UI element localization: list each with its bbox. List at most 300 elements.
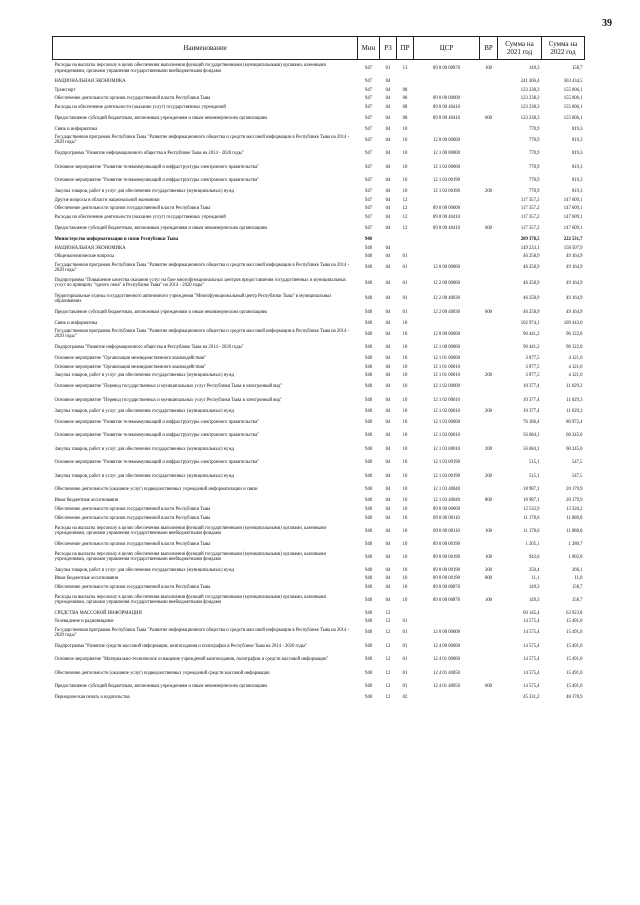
- cell-subsection: 10: [402, 373, 408, 379]
- cell-section: 04: [385, 331, 391, 337]
- cell-target-article: 12 4 01 00000: [433, 657, 460, 663]
- cell-section: 04: [385, 265, 391, 271]
- cell-expense-type: [480, 394, 498, 408]
- cell-expense-type: 200: [484, 373, 493, 379]
- table-row: [53, 640, 585, 654]
- cell-expense-type: 600: [484, 226, 493, 232]
- table-row: [53, 680, 585, 694]
- cell-sum-2022: 4 121,0: [568, 356, 583, 362]
- header-target-article: ЦСР: [414, 37, 480, 60]
- cell-subsection: [397, 609, 414, 618]
- cell-section: 04: [385, 104, 391, 110]
- cell-ministry: 947: [364, 226, 373, 232]
- cell-sum-2021: 76 186,4: [523, 419, 540, 425]
- cell-sum-2021: 11 178,6: [523, 528, 540, 534]
- cell-name: Расходы на выплаты персоналу в целях обеспечения выполнения функций государственными (муниципальными) органами, казенными учреждениями, органами управления государственными внебюджетными фондами: [54, 525, 326, 537]
- cell-target-article: 12 1 03 40040: [433, 487, 460, 493]
- cell-subsection: 10: [402, 384, 408, 390]
- cell-expense-type: [480, 609, 498, 618]
- cell-sum-2021: 90 441,2: [523, 345, 540, 351]
- cell-subsection: 10: [402, 460, 408, 466]
- cell-name: Расходы на выплаты персоналу в целях обеспечения выполнения функций государственными (муниципальными) органами, казенными учреждениями, органами управления государственными внебюджетными фондами: [54, 595, 326, 606]
- cell-section: 04: [385, 584, 391, 590]
- cell-name: Периодическая печать и издательства: [54, 695, 130, 701]
- cell-sum-2021: 770,9: [528, 137, 540, 143]
- cell-sum-2022: 147 609,1: [563, 197, 583, 203]
- cell-target-article: [414, 609, 480, 618]
- cell-subsection: 01: [402, 657, 408, 663]
- cell-expense-type: [480, 694, 498, 703]
- cell-ministry: 948: [364, 254, 373, 260]
- cell-expense-type: 800: [484, 576, 493, 582]
- cell-name: Связь и информатика: [54, 320, 98, 326]
- cell-subsection: 10: [402, 498, 408, 504]
- cell-sum-2021: 3 877,5: [525, 373, 540, 379]
- cell-sum-2021: 11,1: [531, 576, 540, 582]
- cell-section: 04: [385, 296, 391, 302]
- cell-sum-2021: 770,9: [528, 189, 540, 195]
- cell-sum-2021: 18 987,1: [523, 487, 540, 493]
- cell-sum-2021: 149,3: [528, 584, 540, 590]
- cell-target-article: 12 0 00 00000: [433, 630, 460, 636]
- cell-subsection: [397, 235, 414, 244]
- table-row: [53, 618, 585, 627]
- cell-sum-2022: 819,3: [571, 178, 583, 184]
- cell-ministry: 948: [364, 309, 373, 315]
- cell-ministry: 948: [364, 296, 373, 302]
- cell-target-article: [414, 694, 480, 703]
- cell-target-article: [414, 196, 480, 205]
- header-section: РЗ: [380, 37, 397, 60]
- cell-sum-2022: 96 122,8: [566, 331, 583, 337]
- cell-sum-2022: 48 178,9: [566, 695, 583, 701]
- cell-sum-2022: 155 006,1: [563, 104, 583, 110]
- cell-expense-type: 100: [484, 554, 493, 560]
- cell-expense-type: [480, 86, 498, 95]
- cell-sum-2022: 11 029,3: [566, 397, 583, 403]
- cell-target-article: 12 1 03 00000: [433, 419, 460, 425]
- cell-ministry: 948: [364, 684, 373, 690]
- table-row: [53, 416, 585, 430]
- cell-expense-type: [480, 653, 498, 667]
- cell-ministry: 948: [364, 695, 373, 701]
- cell-expense-type: [480, 292, 498, 306]
- cell-expense-type: 100: [484, 528, 493, 534]
- cell-expense-type: [480, 341, 498, 355]
- cell-sum-2021: 46 258,9: [523, 280, 540, 286]
- cell-target-article: 89 0 00 00870: [433, 584, 460, 590]
- cell-sum-2022: 303 434,5: [563, 79, 583, 85]
- cell-name: Подпрограмма "Повышение качества оказания услуг на базе многофункциональных центров предоставления государственных и муниципальных услуг по принципу "одного окна" в Республике Тыва" на 2014 - 2020 годы": [54, 278, 346, 289]
- cell-expense-type: 200: [484, 408, 493, 414]
- cell-subsection: 10: [402, 473, 408, 479]
- cell-sum-2021: 943,6: [528, 554, 540, 560]
- cell-name: Расходы на выплаты персоналу в целях обеспечения выполнения функций государственными (муниципальными) органами, казенными учреждениями, органами управления государственными внебюджетными фондами: [54, 551, 326, 563]
- cell-target-article: 89 0 00 00870: [433, 66, 460, 72]
- cell-target-article: 12 1 00 00000: [433, 345, 460, 351]
- cell-sum-2022: 60 245,0: [566, 433, 583, 439]
- cell-section: 04: [385, 164, 391, 170]
- cell-target-article: 12 0 00 00000: [433, 137, 460, 143]
- cell-sum-2022: 819,3: [571, 164, 583, 170]
- cell-ministry: 948: [364, 446, 373, 452]
- cell-subsection: 12: [402, 226, 408, 232]
- cell-name: НАЦИОНАЛЬНАЯ ЭКОНОМИКА: [54, 245, 126, 251]
- cell-expense-type: 200: [484, 473, 493, 479]
- cell-expense-type: 200: [484, 567, 493, 573]
- cell-expense-type: [480, 174, 498, 188]
- cell-ministry: 948: [364, 419, 373, 425]
- cell-sum-2022: 49 164,9: [566, 265, 583, 271]
- cell-name: Основное мероприятие "Развитие телекоммуникаций и инфраструктуры электронного правительства": [54, 178, 260, 184]
- table-row: [53, 575, 585, 584]
- cell-sum-2021: 12 532,9: [523, 506, 540, 512]
- cell-name: Телевидение и радиовещание: [54, 619, 114, 625]
- cell-target-article: 12 4 01 40050: [433, 684, 460, 690]
- cell-target-article: 12 4 01 40050: [433, 670, 460, 676]
- cell-sum-2022: 15 491,0: [566, 657, 583, 663]
- cell-section: 12: [385, 610, 391, 616]
- cell-sum-2022: 11 029,3: [566, 384, 583, 390]
- cell-expense-type: [480, 483, 498, 497]
- cell-target-article: 89 0 00 00870: [433, 597, 460, 603]
- cell-target-article: 89 0 00 00190: [433, 541, 460, 547]
- cell-sum-2022: 155 006,1: [563, 96, 583, 102]
- cell-ministry: 948: [364, 345, 373, 351]
- cell-subsection: 10: [402, 433, 408, 439]
- cell-section: 04: [385, 280, 391, 286]
- cell-subsection: 10: [402, 345, 408, 351]
- cell-name: Основное мероприятие "Организация межведомственного взаимодействия": [54, 356, 207, 362]
- cell-sum-2022: 20 179,9: [566, 498, 583, 504]
- cell-section: 04: [385, 528, 391, 534]
- cell-subsection: 10: [402, 597, 408, 603]
- header-name: Наименование: [53, 37, 358, 60]
- cell-sum-2022: 547,5: [571, 473, 583, 479]
- table-header-row: [53, 37, 585, 60]
- cell-sum-2022: 13 320,2: [566, 506, 583, 512]
- table-row: [53, 609, 585, 618]
- cell-sum-2021: 123 238,3: [520, 96, 540, 102]
- cell-section: 04: [385, 245, 391, 251]
- cell-target-article: 89 0 00 00190: [433, 567, 460, 573]
- cell-expense-type: [480, 213, 498, 222]
- cell-ministry: 948: [364, 265, 373, 271]
- cell-expense-type: [480, 78, 498, 87]
- cell-section: 04: [385, 79, 391, 85]
- cell-name: Государственная программа Республики Тыва "Развитие информационного общества и средств массовой информации в Республике Тыва на 2014 - 2020 годы": [54, 627, 350, 638]
- cell-ministry: 948: [364, 320, 373, 326]
- cell-section: 04: [385, 226, 391, 232]
- table-row: [53, 112, 585, 126]
- cell-sum-2022: 49 164,9: [566, 309, 583, 315]
- cell-ministry: 948: [364, 408, 373, 414]
- cell-subsection: 01: [402, 265, 408, 271]
- table-row: [53, 566, 585, 575]
- cell-section: 04: [385, 487, 391, 493]
- cell-ministry: 948: [364, 487, 373, 493]
- cell-target-article: 12 1 01 00010: [433, 364, 460, 370]
- cell-sum-2021: 3 877,5: [525, 364, 540, 370]
- cell-section: [380, 235, 397, 244]
- cell-name: Расходы на выплаты персоналу в целях обеспечения выполнения функций государственными (муниципальными) органами, казенными учреждениями, органами управления государственными внебюджетными фондами: [54, 63, 326, 74]
- cell-target-article: 12 1 03 00190: [433, 473, 460, 479]
- cell-sum-2021: 14 575,4: [523, 684, 540, 690]
- cell-sum-2022: 147 609,1: [563, 226, 583, 232]
- cell-subsection: 01: [402, 670, 408, 676]
- cell-target-article: [414, 125, 480, 134]
- cell-section: 04: [385, 364, 391, 370]
- table-row: [53, 470, 585, 484]
- table-row: [53, 341, 585, 355]
- table-row: [53, 429, 585, 443]
- table-body: [53, 60, 585, 703]
- cell-section: 12: [385, 643, 391, 649]
- cell-target-article: [414, 86, 480, 95]
- cell-section: 04: [385, 197, 391, 203]
- cell-sum-2022: 15 491,0: [566, 619, 583, 625]
- cell-name: Основное мероприятие "Материально-техническое оснащение учреждений книгоиздания, полиграфии и средств массовой информации": [54, 657, 329, 663]
- cell-section: 04: [385, 87, 391, 93]
- cell-ministry: 948: [364, 331, 373, 337]
- header-sum-2021: Сумма на 2021 год: [498, 37, 542, 60]
- cell-sum-2021: 56 684,1: [523, 433, 540, 439]
- cell-subsection: 13: [402, 66, 408, 72]
- cell-name: Обеспечение деятельности органов государственной власти Республики Тыва: [54, 515, 211, 521]
- cell-subsection: 10: [402, 178, 408, 184]
- cell-name: Закупка товаров, работ и услуг для обеспечения государственных (муниципальных) нужд: [54, 373, 235, 379]
- cell-subsection: 08: [402, 96, 408, 102]
- cell-section: 04: [385, 460, 391, 466]
- cell-subsection: [397, 244, 414, 253]
- cell-name: Закупка товаров, работ и услуг для обеспечения государственных (муниципальных) нужд: [54, 189, 235, 195]
- cell-name: Обеспечение деятельности органов государственной власти Республики Тыва: [54, 541, 211, 547]
- table-row: [53, 253, 585, 262]
- table-row: [53, 592, 585, 610]
- table-row: [53, 372, 585, 381]
- cell-name: Иные бюджетные ассигнования: [54, 576, 118, 582]
- header-subsection: ПР: [397, 37, 414, 60]
- cell-name: Основное мероприятие "Развитие телекоммуникаций и инфраструктуры электронного правительства": [54, 164, 260, 170]
- cell-sum-2021: 56 684,1: [523, 446, 540, 452]
- cell-ministry: 947: [364, 206, 373, 212]
- table-row: [53, 667, 585, 681]
- cell-subsection: 10: [402, 320, 408, 326]
- cell-sum-2022: 15 491,0: [566, 684, 583, 690]
- cell-subsection: 10: [402, 528, 408, 534]
- cell-target-article: 89 0 00 00000: [433, 206, 460, 212]
- cell-sum-2021: 149,3: [528, 66, 540, 72]
- page-number: 39: [602, 18, 612, 29]
- cell-target-article: 12 1 02 00000: [433, 384, 460, 390]
- cell-section: 01: [385, 66, 391, 72]
- cell-ministry: 947: [364, 189, 373, 195]
- cell-subsection: 10: [402, 137, 408, 143]
- cell-expense-type: [480, 514, 498, 523]
- cell-ministry: 948: [364, 237, 373, 243]
- cell-subsection: 01: [402, 254, 408, 260]
- cell-sum-2021: 117 357,2: [520, 215, 540, 220]
- cell-name: Обеспечение деятельности (оказание услуг) подведомственных учреждений информатизации и связи: [54, 487, 258, 493]
- cell-subsection: 10: [402, 567, 408, 573]
- table-row: [53, 78, 585, 87]
- cell-sum-2022: 222 531,7: [563, 237, 583, 243]
- cell-sum-2021: 117 357,2: [520, 206, 540, 212]
- cell-expense-type: 100: [484, 597, 493, 603]
- cell-section: 04: [385, 96, 391, 102]
- cell-sum-2021: 117 357,2: [520, 197, 540, 203]
- cell-sum-2022: 266,1: [571, 567, 583, 573]
- cell-sum-2021: 102 974,1: [520, 320, 540, 326]
- cell-name: Подпрограмма "Развитие средств массовой информации, книгоиздания и полиграфии в Республике Тыва на 2014 - 2020 годы": [54, 643, 307, 649]
- cell-sum-2021: 123 238,3: [520, 104, 540, 110]
- cell-name: Общеэкономические вопросы: [54, 254, 115, 260]
- cell-sum-2021: 60 145,4: [523, 610, 540, 616]
- cell-sum-2021: 770,9: [528, 164, 540, 170]
- cell-expense-type: [480, 196, 498, 205]
- header-ministry: Мин: [358, 37, 380, 60]
- cell-sum-2022: 11 880,8: [566, 528, 583, 534]
- cell-ministry: 947: [364, 115, 373, 121]
- table-row: [53, 103, 585, 112]
- cell-section: 04: [385, 515, 391, 521]
- cell-expense-type: 200: [484, 189, 493, 195]
- cell-sum-2022: 819,3: [571, 126, 583, 132]
- cell-section: 04: [385, 597, 391, 603]
- cell-target-article: 12 1 02 00010: [433, 397, 460, 403]
- cell-sum-2022: 158,7: [571, 584, 583, 590]
- cell-name: Государственная программа Республики Тыва "Развитие информационного общества и средств массовой информации в Республике Тыва на 2014 - 2020 годы": [54, 262, 350, 273]
- cell-sum-2022: 11 029,3: [566, 408, 583, 414]
- cell-expense-type: [480, 261, 498, 275]
- cell-name: Государственная программа Республики Тыва "Развитие информационного общества и средств массовой информации в Республике Тыва на 2014 - 2020 годы": [54, 135, 350, 146]
- table-row: [53, 483, 585, 497]
- cell-sum-2021: 149,3: [528, 597, 540, 603]
- cell-sum-2022: 60 245,0: [566, 446, 583, 452]
- header-sum-2022: Сумма на 2022 год: [542, 37, 585, 60]
- cell-ministry: 948: [364, 433, 373, 439]
- table-row: [53, 653, 585, 667]
- cell-subsection: 01: [402, 630, 408, 636]
- cell-sum-2022: 158,7: [571, 597, 583, 603]
- cell-name: Обеспечение деятельности органов государственной власти Республики Тыва: [54, 584, 211, 590]
- cell-target-article: 89 0 00 00110: [433, 528, 460, 534]
- cell-sum-2022: 819,3: [571, 189, 583, 195]
- cell-expense-type: 800: [484, 498, 493, 504]
- cell-target-article: 89 0 00 00000: [433, 506, 460, 512]
- cell-subsection: 10: [402, 364, 408, 370]
- cell-expense-type: [480, 583, 498, 592]
- cell-section: 04: [385, 309, 391, 315]
- cell-expense-type: [480, 147, 498, 161]
- cell-target-article: 12 2 00 40030: [433, 296, 460, 302]
- cell-section: 04: [385, 356, 391, 362]
- cell-expense-type: [480, 134, 498, 148]
- cell-subsection: 12: [402, 197, 408, 203]
- cell-sum-2022: 109 443,0: [563, 320, 583, 326]
- cell-sum-2021: 90 441,2: [523, 331, 540, 337]
- cell-ministry: 947: [364, 197, 373, 203]
- cell-subsection: 10: [402, 446, 408, 452]
- cell-section: 04: [385, 254, 391, 260]
- cell-ministry: 947: [364, 178, 373, 184]
- table-row: [53, 244, 585, 253]
- cell-target-article: [414, 78, 480, 87]
- table-row: [53, 407, 585, 416]
- cell-name: Закупка товаров, работ и услуг для обеспечения государственных (муниципальных) нужд: [54, 567, 235, 573]
- cell-name: Обеспечение деятельности (оказание услуг) подведомственных учреждений средств массовой информации: [54, 670, 270, 676]
- table-row: [53, 60, 585, 78]
- cell-subsection: 10: [402, 151, 408, 157]
- cell-section: 04: [385, 345, 391, 351]
- cell-sum-2021: 149 233,1: [520, 245, 540, 251]
- cell-subsection: 10: [402, 397, 408, 403]
- cell-subsection: 08: [402, 115, 408, 121]
- cell-expense-type: 100: [484, 66, 493, 72]
- cell-name: Обеспечение деятельности органов государственной власти Республики Тыва: [54, 96, 211, 102]
- cell-name: Расходы на обеспечение деятельности (оказание услуг) государственных учреждений: [54, 104, 226, 110]
- cell-name: Закупка товаров, работ и услуг для обеспечения государственных (муниципальных) нужд: [54, 408, 235, 414]
- table-row: [53, 235, 585, 244]
- cell-sum-2021: 46 258,9: [523, 265, 540, 271]
- cell-sum-2021: 117 357,2: [520, 226, 540, 232]
- cell-ministry: 948: [364, 541, 373, 547]
- cell-ministry: 947: [364, 96, 373, 102]
- cell-sum-2021: 46 258,9: [523, 309, 540, 315]
- cell-ministry: 948: [364, 397, 373, 403]
- cell-sum-2021: 11 178,6: [523, 515, 540, 521]
- cell-target-article: 89 0 00 00190: [433, 554, 460, 560]
- cell-sum-2021: 10 377,4: [523, 408, 540, 414]
- cell-name: Министерство информатизации и связи Республики Тыва: [54, 237, 179, 243]
- cell-section: 04: [385, 473, 391, 479]
- cell-ministry: 947: [364, 215, 373, 220]
- cell-target-article: 12 1 03 00010: [433, 446, 460, 452]
- cell-section: 12: [385, 695, 391, 701]
- cell-ministry: 948: [364, 597, 373, 603]
- cell-section: 04: [385, 137, 391, 143]
- cell-target-article: 89 0 00 00000: [433, 96, 460, 102]
- cell-expense-type: [480, 456, 498, 470]
- cell-section: 12: [385, 657, 391, 663]
- cell-section: 04: [385, 408, 391, 414]
- cell-sum-2022: 1 280,7: [568, 541, 583, 547]
- cell-expense-type: [480, 618, 498, 627]
- cell-target-article: 12 1 03 00190: [433, 460, 460, 466]
- table-row: [53, 505, 585, 514]
- table-row: [53, 328, 585, 342]
- table-row: [53, 583, 585, 592]
- cell-sum-2021: 3 877,5: [525, 356, 540, 362]
- cell-sum-2022: 15 491,0: [566, 630, 583, 636]
- cell-target-article: 12 1 03 40040: [433, 498, 460, 504]
- table-row: [53, 548, 585, 566]
- cell-subsection: 10: [402, 541, 408, 547]
- cell-expense-type: [480, 429, 498, 443]
- cell-target-article: 12 0 00 00000: [433, 331, 460, 337]
- cell-name: Основное мероприятие "Перевод государственных и муниципальных услуг Республики Тыва в электронный вид": [54, 397, 283, 403]
- cell-name: Подпрограмма "Развитие информационного общества в Республике Тыва на 2014 - 2020 годы": [54, 151, 244, 157]
- cell-sum-2022: 63 923,8: [566, 610, 583, 616]
- cell-ministry: 948: [364, 670, 373, 676]
- cell-subsection: 08: [402, 104, 408, 110]
- cell-subsection: 08: [402, 87, 408, 93]
- table-row: [53, 213, 585, 222]
- cell-name: Закупка товаров, работ и услуг для обеспечения государственных (муниципальных) нужд: [54, 446, 235, 452]
- cell-name: Предоставление субсидий бюджетным, автономным учреждениям и иным некоммерческим организациям: [54, 226, 267, 232]
- cell-expense-type: [480, 540, 498, 549]
- cell-sum-2022: 49 164,9: [566, 296, 583, 302]
